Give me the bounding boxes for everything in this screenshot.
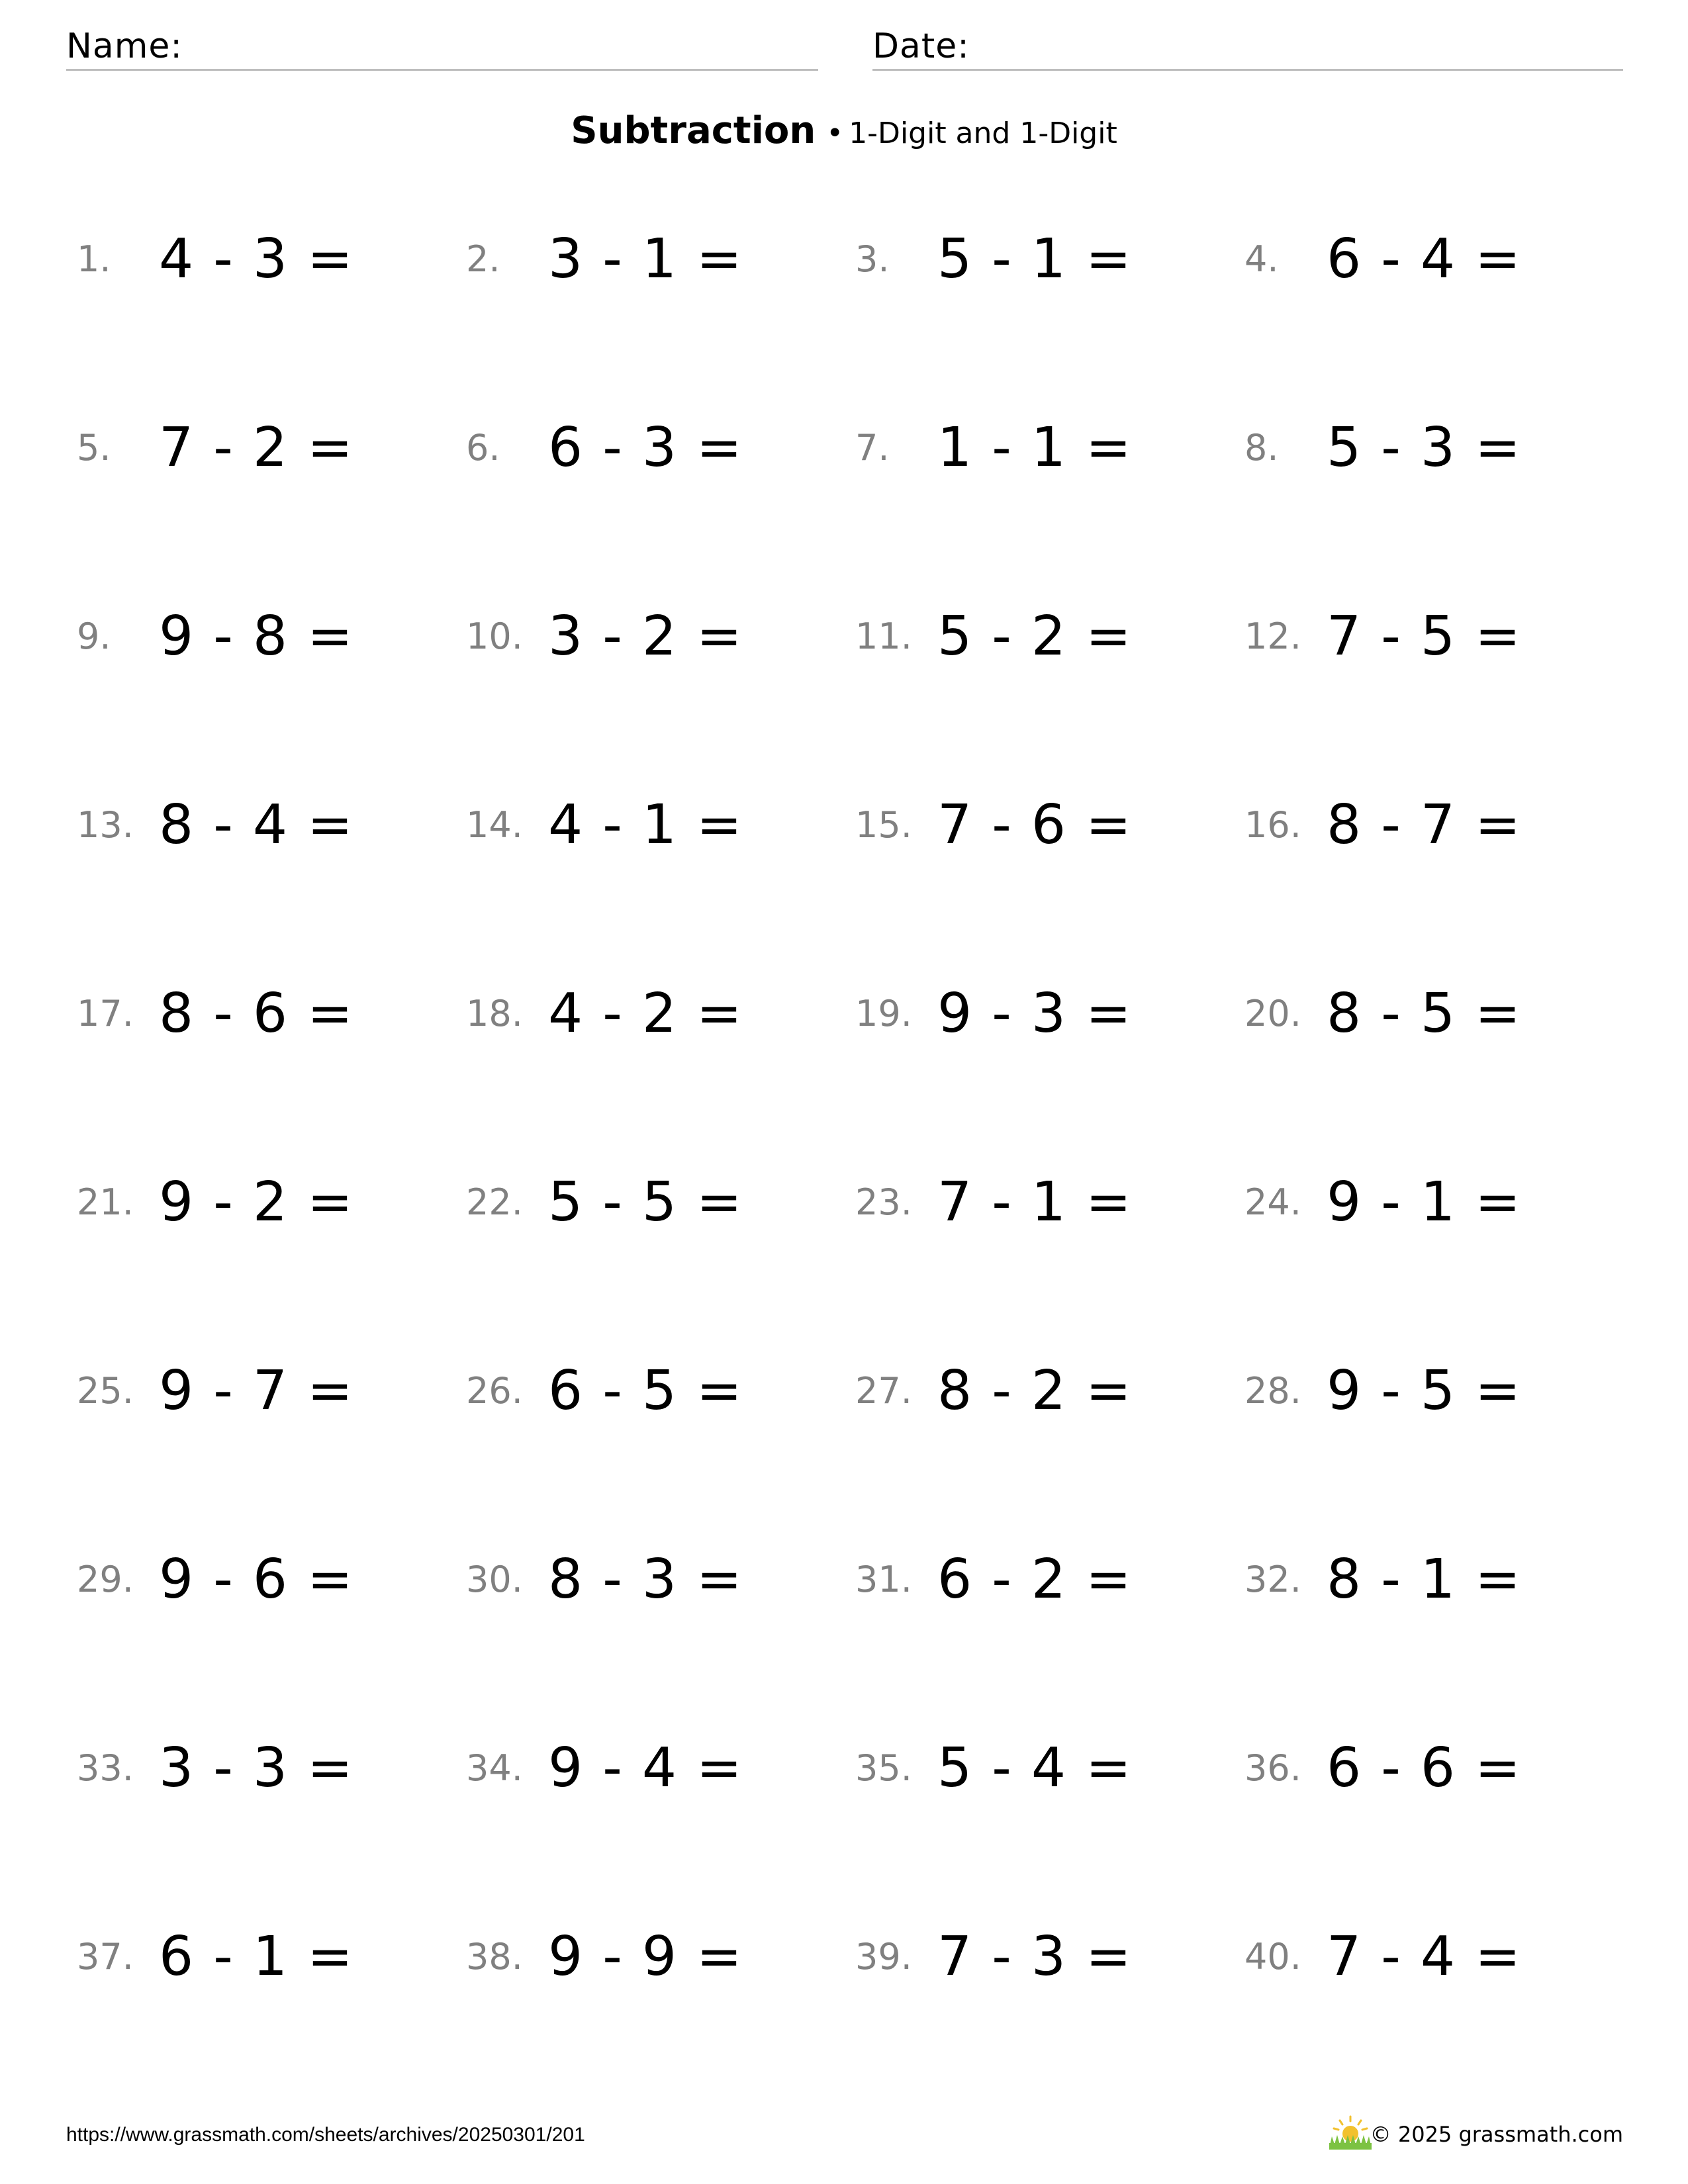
problem-expression: 5 - 3 = [1327,416,1522,479]
problem-item [855,1731,1244,1804]
problem-item [77,411,466,484]
problem-number: 30. [466,1558,523,1600]
problem-item [1244,1354,1634,1427]
problem-expression: 7 - 1 = [937,1170,1133,1234]
problem-expression: 8 - 2 = [937,1359,1133,1422]
problem-item [466,411,855,484]
problem-number: 31. [855,1558,912,1600]
problem-item [855,977,1244,1050]
problem-item [77,977,466,1050]
problem-number: 8. [1244,426,1279,469]
problem-item [77,1920,466,1993]
problem-number: 37. [77,1935,134,1978]
problem-expression: 7 - 6 = [937,793,1133,856]
problem-number: 3. [855,238,890,280]
problem-item [1244,1165,1634,1238]
problem-expression: 4 - 3 = [159,227,354,291]
problem-expression: 7 - 2 = [159,416,354,479]
problem-number: 20. [1244,992,1301,1034]
problem-item [466,1165,855,1238]
problem-expression: 9 - 8 = [159,604,354,668]
problem-expression: 9 - 4 = [548,1736,743,1799]
problem-number: 9. [77,615,111,657]
problem-number: 23. [855,1181,912,1223]
problem-number: 19. [855,992,912,1034]
footer-url[interactable]: https://www.grassmath.com/sheets/archives/20250301/201 [66,2124,585,2146]
problem-number: 7. [855,426,890,469]
problem-item [77,1165,466,1238]
problem-item [855,600,1244,672]
problem-number: 5. [77,426,111,469]
problem-number: 24. [1244,1181,1301,1223]
problem-expression: 7 - 5 = [1327,604,1522,668]
problem-number: 6. [466,426,500,469]
problem-item [466,1543,855,1615]
problem-grid [77,222,1639,2115]
problem-expression: 6 - 3 = [548,416,743,479]
problem-number: 35. [855,1747,912,1789]
problem-number: 15. [855,803,912,846]
problem-item [77,600,466,672]
problem-expression: 9 - 9 = [548,1925,743,1988]
problem-expression: 8 - 1 = [1327,1547,1522,1611]
problem-item [466,1354,855,1427]
problem-item [466,1731,855,1804]
problem-number: 33. [77,1747,134,1789]
problem-expression: 9 - 7 = [159,1359,354,1422]
problem-number: 38. [466,1935,523,1978]
date-label: Date: [872,26,970,66]
problem-item [855,1543,1244,1615]
problem-number: 39. [855,1935,912,1978]
worksheet-title [0,105,1688,166]
problem-expression: 6 - 4 = [1327,227,1522,291]
problem-item [77,222,466,295]
problem-expression: 3 - 3 = [159,1736,354,1799]
problem-expression: 9 - 2 = [159,1170,354,1234]
problem-item [855,1354,1244,1427]
problem-number: 1. [77,238,111,280]
problem-number: 2. [466,238,500,280]
problem-item [466,977,855,1050]
problem-item [466,788,855,861]
problem-expression: 8 - 6 = [159,981,354,1045]
problem-expression: 9 - 5 = [1327,1359,1522,1422]
problem-item [1244,1731,1634,1804]
name-label: Name: [66,26,183,66]
problem-expression: 7 - 3 = [937,1925,1133,1988]
problem-item [1244,1920,1634,1993]
problem-expression: 3 - 2 = [548,604,743,668]
title-subtitle: 1-Digit and 1-Digit [849,116,1117,150]
problem-number: 36. [1244,1747,1301,1789]
problem-number: 32. [1244,1558,1301,1600]
problem-number: 21. [77,1181,134,1223]
problem-number: 18. [466,992,523,1034]
problem-item [77,788,466,861]
problem-item [1244,600,1634,672]
problem-item [466,222,855,295]
problem-expression: 4 - 2 = [548,981,743,1045]
problem-number: 11. [855,615,912,657]
problem-number: 27. [855,1369,912,1412]
problem-expression: 5 - 1 = [937,227,1133,291]
problem-item [1244,977,1634,1050]
problem-item [77,1354,466,1427]
problem-item [855,788,1244,861]
problem-item [1244,222,1634,295]
problem-item [466,1920,855,1993]
problem-item [466,600,855,672]
problem-number: 34. [466,1747,523,1789]
title-main: Subtraction [571,109,816,152]
problem-expression: 5 - 5 = [548,1170,743,1234]
problem-number: 29. [77,1558,134,1600]
problem-number: 28. [1244,1369,1301,1412]
problem-expression: 9 - 6 = [159,1547,354,1611]
problem-item [855,222,1244,295]
problem-expression: 9 - 3 = [937,981,1133,1045]
problem-expression: 1 - 1 = [937,416,1133,479]
problem-expression: 5 - 2 = [937,604,1133,668]
problem-number: 22. [466,1181,523,1223]
problem-number: 26. [466,1369,523,1412]
problem-expression: 6 - 2 = [937,1547,1133,1611]
problem-expression: 8 - 7 = [1327,793,1522,856]
problem-number: 10. [466,615,523,657]
problem-number: 14. [466,803,523,846]
problem-number: 4. [1244,238,1279,280]
problem-number: 12. [1244,615,1301,657]
problem-expression: 8 - 4 = [159,793,354,856]
problem-item [77,1731,466,1804]
date-field[interactable] [872,24,1623,71]
name-field[interactable] [66,24,818,71]
problem-item [77,1543,466,1615]
footer-copyright: © 2025 grassmath.com [1370,2122,1623,2147]
problem-expression: 5 - 4 = [937,1736,1133,1799]
problem-expression: 8 - 5 = [1327,981,1522,1045]
grass-sun-logo-icon [1327,2115,1374,2151]
problem-item [1244,788,1634,861]
title-bullet: • [826,116,844,150]
problem-expression: 6 - 5 = [548,1359,743,1422]
problem-item [1244,1543,1634,1615]
problem-number: 25. [77,1369,134,1412]
problem-number: 13. [77,803,134,846]
problem-expression: 3 - 1 = [548,227,743,291]
problem-number: 17. [77,992,134,1034]
problem-expression: 8 - 3 = [548,1547,743,1611]
problem-item [855,1165,1244,1238]
problem-item [855,411,1244,484]
problem-expression: 7 - 4 = [1327,1925,1522,1988]
problem-item [855,1920,1244,1993]
problem-number: 16. [1244,803,1301,846]
problem-number: 40. [1244,1935,1301,1978]
problem-expression: 6 - 1 = [159,1925,354,1988]
problem-expression: 6 - 6 = [1327,1736,1522,1799]
problem-expression: 9 - 1 = [1327,1170,1522,1234]
problem-expression: 4 - 1 = [548,793,743,856]
problem-item [1244,411,1634,484]
